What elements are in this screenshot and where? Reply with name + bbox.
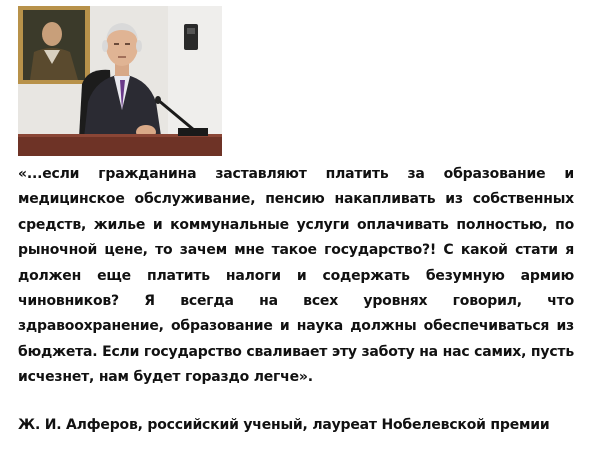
portrait-photo xyxy=(18,6,222,156)
quote-text: «...если гражданина заставляют платить за образование и медицинское обслуживание, пенсию накапливать из собственных средств, жилье и коммунальные услуги оплачивать полностью, по рыночной цене, то зачем мне такое государство?! С какой стати я должен еще платить налоги и содержать безумную армию чиновников? Я всегда на всех уровнях говорил, что здравоохранение, образование и наука должны обеспечиваться из бюджета. Если государство сваливает эту заботу на нас самих, пусть исчезнет, нам будет гораздо легче». xyxy=(18,166,574,386)
quote-attribution: Ж. И. Алферов, российский ученый, лауреат Нобелевской премии xyxy=(18,417,550,433)
